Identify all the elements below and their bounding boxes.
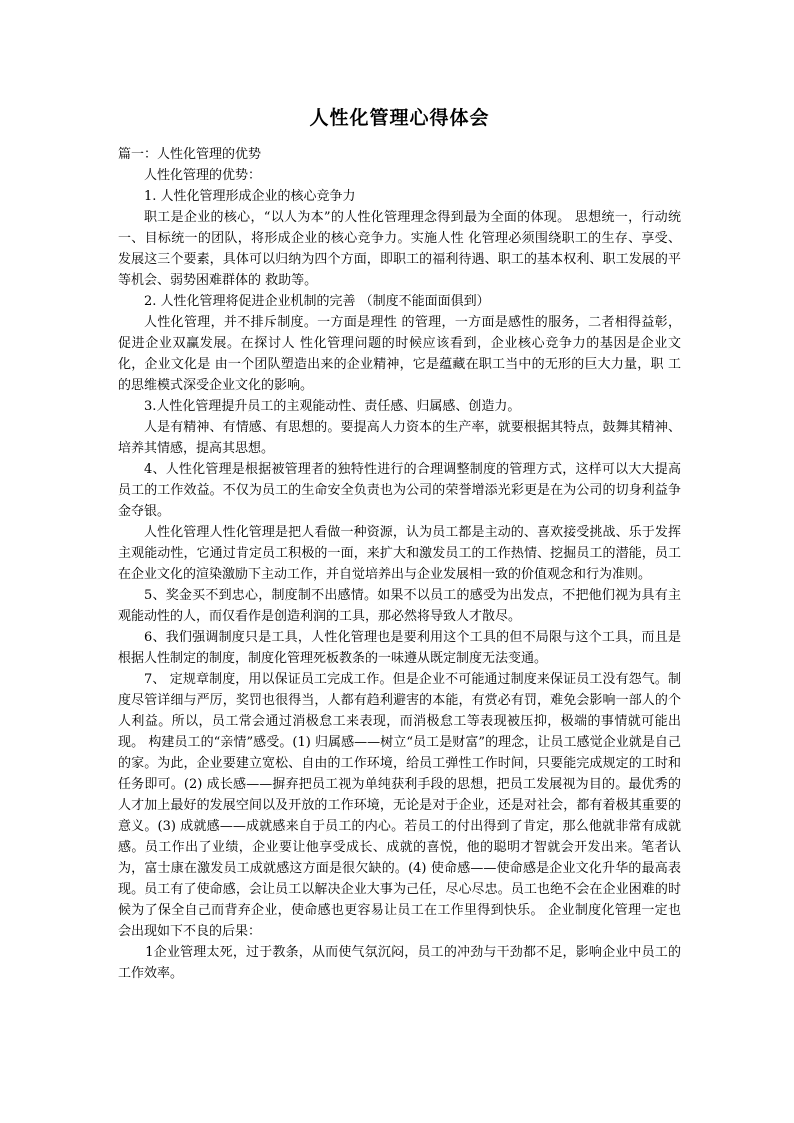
subheading: 3.人性化管理提升员工的主观能动性、责任感、归属感、创造力。 [144, 399, 521, 414]
paragraph: 职工是企业的核心，“以人为本”的人性化管理理念得到最为全面的体现。 思想统一，行动统一、目标统一的团队，将形成企业的核心竞争力。实施人性 化管理必须围绕职工的生存、享受、发展这三个要素，具体可以归纳为四个方面，即职工的福利待遇、职工的基本权利、职工发展的平等机会、弱势困难群体的 救助等。 [118, 210, 681, 288]
subheading: 1. 人性化管理形成企业的核心竞争力 [144, 189, 356, 204]
paragraph: 人性化管理，并不排斥制度。一方面是理性 的管理，一方面是感性的服务，二者相得益彰，促进企业双赢发展。在探讨人 性化管理问题的时候应该看到，企业核心竞争力的基因是企业文化，企业文化是 由一个团队塑造出来的企业精神，它是蕴藏在职工当中的无形的巨大力量，职 工的思维模式深受企业文化的影响。 [118, 315, 681, 393]
paragraph: 4、人性化管理是根据被管理者的独特性进行的合理调整制度的管理方式，这样可以大大提高员工的工作效益。不仅为员工的生命安全负责也为公司的荣誉增添光彩更是在为公司的切身利益争金夺银。 [118, 462, 681, 519]
paragraph: 7、 定规章制度，用以保证员工完成工作。但是企业不可能通过制度来保证员工没有怨气。制度尽管详细与严厉，奖罚也很得当，人都有趋利避害的本能，有赏必有罚，难免会影响一部人的个人利益。所以，员工常会通过消极怠工来表现，而消极怠工等表现被压抑，极端的事情就可能出现。 构建员工的“亲情”感受。(1) 归属感——树立“员工是财富”的理念，让员工感觉企业就是自己的家。为此，企业要建立宽松、自由的工作环境，给员工弹性工作时间，只要能完成规定的工时和任务即可。(2) 成长感——摒弃把员工视为单纯获利手段的思想，把员工发展视为目的。最优秀的人才加上最好的发展空间以及开放的工作环境，无论是对于企业，还是对社会，都有着极其重要的意义。(3) 成就感——成就感来自于员工的内心。若员工的付出得到了肯定，那么他就非常有成就感。员工作出了业绩，企业要让他享受成长、成就的喜悦，他的聪明才智就会开发出来。笔者认为，富士康在激发员工成就感这方面是很欠缺的。(4) 使命感——使命感是企业文化升华的最高表现。员工有了使命感，会让员工以解决企业大事为己任，尽心尽忠。员工也绝不会在企业困难的时候为了保全自己而背弃企业，使命感也更容易让员工在工作里得到快乐。 企业制度化管理一定也会出现如下不良的后果： [118, 672, 681, 939]
paragraph: 人是有精神、有情感、有思想的。要提高人力资本的生产率，就要根据其特点，鼓舞其精神、培养其情感，提高其思想。 [118, 420, 681, 456]
section-heading: 篇一：人性化管理的优势 [118, 147, 262, 162]
paragraph: 5、奖金买不到忠心，制度制不出感情。如果不以员工的感受为出发点，不把他们视为具有主观能动性的人，而仅看作是创造利润的工具，那必然将导致人才散尽。 [118, 588, 681, 624]
paragraph: 人性化管理的优势： [144, 168, 262, 183]
document-title: 人性化管理心得体会 [309, 107, 490, 129]
document-page [118, 100, 681, 984]
paragraph: 人性化管理人性化管理是把人看做一种资源，认为员工都是主动的、喜欢接受挑战、乐于发挥主观能动性，它通过肯定员工积极的一面，来扩大和激发员工的工作热情、挖掘员工的潜能，员工在企业文化的渲染激励下主动工作，并自觉培养出与企业发展相一致的价值观念和行为准则。 [118, 525, 681, 582]
paragraph: 6、我们强调制度只是工具，人性化管理也是要利用这个工具的但不局限与这个工具，而且是根据人性制定的制度，制度化管理死板教条的一味遵从既定制度无法变通。 [118, 630, 681, 666]
document-body [118, 144, 681, 984]
subheading: 2. 人性化管理将促进企业机制的完善 （制度不能面面俱到） [144, 294, 490, 309]
paragraph: 1企业管理太死，过于教条，从而使气氛沉闷，员工的冲劲与干劲都不足，影响企业中员工的工作效率。 [118, 945, 681, 981]
